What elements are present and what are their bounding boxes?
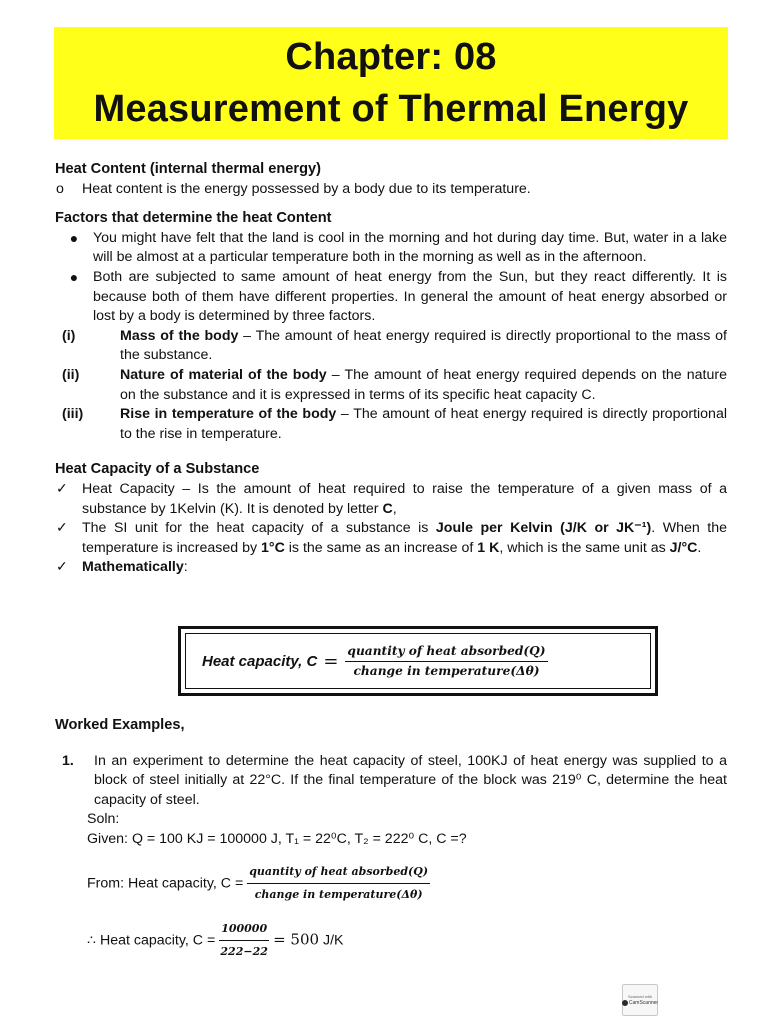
camscanner-logo: Scanned with CamScanner xyxy=(622,984,658,1016)
chapter-title-banner xyxy=(54,27,728,139)
bullet-icon: ● xyxy=(69,229,79,246)
example-1: 1. In an experiment to determine the heat capacity of steel, 100KJ of heat energy was supplied to a block of steel initially at 22°C. If the final temperature of the block was 219⁰ C, determine the heat capacity of steel. xyxy=(62,752,727,808)
therefore-line: ∴ Heat capacity, C = $\frac{100000}{222-22}$ = 500 J/K xyxy=(87,919,727,962)
heat-capacity-definition: ✓ Heat Capacity – Is the amount of heat required to raise the temperature of a given mass of a substance by 1Kelvin (K). It is denoted by letter C, xyxy=(55,480,727,519)
worked-examples xyxy=(55,716,727,962)
worked-examples-heading: Worked Examples, xyxy=(55,717,185,733)
formula-label: Heat capacity, C xyxy=(202,652,318,670)
hollow-bullet-icon: o xyxy=(56,180,64,197)
check-icon: ✓ xyxy=(56,480,68,497)
factors-bullet-2: ● Both are subjected to same amount of heat energy from the Sun, but they react differently. It is because both of them have different properties. In general the amount of heat energy absorbed or lost by a body is determined by three factors. xyxy=(55,268,727,327)
from-formula-line: From: Heat capacity, C = $\frac{\text{quantity of heat absorbed(Q)}}{\text{change in temperature(Δθ)}}$ xyxy=(87,862,727,905)
chapter-title: Measurement of Thermal Energy xyxy=(93,88,689,130)
from-fraction: $\frac{\text{quantity of heat absorbed(Q)}}{\text{change in temperature(Δθ)}}$ xyxy=(247,862,430,905)
bullet-icon: ● xyxy=(69,268,79,285)
heat-capacity-si-unit: ✓ The SI unit for the heat capacity of a substance is Joule per Kelvin (J/K or JK⁻¹). When the temperature is increased by 1°C is the same as an increase of 1 K, which is the same unit as J/°C. xyxy=(55,519,727,558)
formula-fraction xyxy=(345,644,547,678)
factors-heading: Factors that determine the heat Content xyxy=(55,210,332,227)
main-content xyxy=(55,160,727,578)
camscanner-icon xyxy=(622,1000,628,1006)
solution-label: Soln: xyxy=(87,811,120,828)
heat-capacity-formula-box xyxy=(178,626,658,696)
heat-capacity-heading: Heat Capacity of a Substance xyxy=(55,461,260,478)
calc-fraction: $\frac{100000}{222-22}$ xyxy=(219,919,269,962)
formula-numerator: quantity of heat absorbed(Q) xyxy=(345,644,547,662)
chapter-number: Chapter: 08 xyxy=(285,36,497,78)
check-icon: ✓ xyxy=(56,520,68,537)
check-icon: ✓ xyxy=(56,559,68,576)
factor-item-3: (iii) Rise in temperature of the body – The amount of heat energy required is directly proportional to the rise in temperature. xyxy=(62,406,727,442)
heat-content-point: o Heat content is the energy possessed by a body due to its temperature. xyxy=(55,180,727,200)
given-values: Given: Q = 100 KJ = 100000 J, T₁ = 22⁰C, T₂ = 222⁰ C, C =? xyxy=(87,830,467,847)
heat-capacity-mathematically: ✓ Mathematically: xyxy=(55,558,727,578)
heat-content-heading: Heat Content (internal thermal energy) xyxy=(55,161,321,177)
factor-item-2: (ii) Nature of material of the body – The amount of heat energy required depends on the nature on the substance and it is expressed in terms of its specific heat capacity C. xyxy=(62,366,728,403)
formula-equals: = xyxy=(323,650,339,672)
factors-bullet-1: ● You might have felt that the land is cool in the morning and hot during day time. But, water in a lake will be almost at a particular temperature both in the morning as well as in the afternoon. xyxy=(55,229,727,268)
factor-item-1: (i) Mass of the body – The amount of heat energy required is directly proportional to the mass of the substance. xyxy=(62,327,727,364)
example-1-solution xyxy=(55,810,727,962)
formula-denominator: change in temperature(Δθ) xyxy=(353,664,540,678)
